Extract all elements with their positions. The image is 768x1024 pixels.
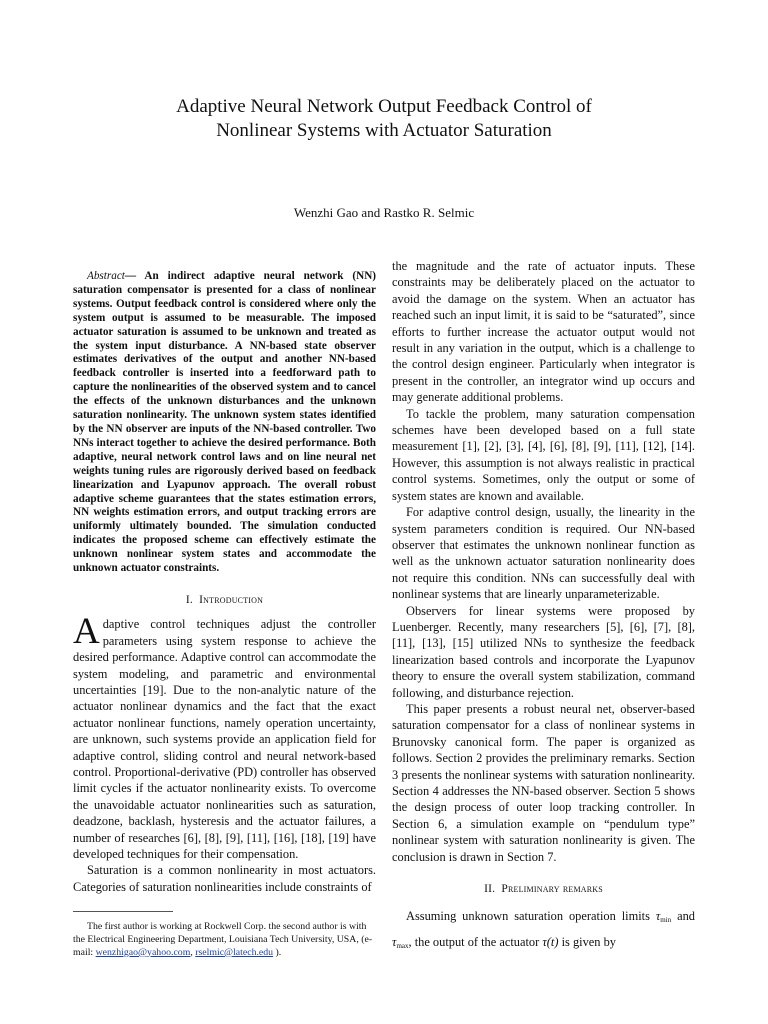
- intro-paragraph-4: For adaptive control design, usually, the linearity in the system parameters condition is required. Our NN-based observer that estimates the unknown nonlinear function as well as the unknown actuator saturation nonlinearity does not require this condition. NNs can successfully deal with nonlinear systems that are linearly unparameterizable.: [392, 505, 695, 602]
- subscript-min: min: [660, 916, 672, 925]
- section-heading-preliminary: [392, 881, 695, 897]
- footnote-text: The first author is working at Rockwell Corp. the second author is with the Electrical Engineering Department, Louisiana Tech University, USA, (e-mail:: [73, 921, 373, 958]
- tau-symbol: τ: [655, 909, 661, 924]
- section-number: I.: [185, 593, 193, 606]
- email-link-2[interactable]: rselmic@latech.edu: [195, 946, 274, 958]
- title-line-2: Nonlinear Systems with Actuator Saturation: [216, 120, 552, 141]
- footnote-separator: ,: [190, 946, 193, 958]
- paragraph-text: daptive control techniques adjust the controller parameters using system response to achieve the desired performance. Adaptive control can accommodate the system modeling, and parametric and environmental uncertainties [19]. Due to the non-analytic nature of the actuator nonlinear dynamics and the fact that the exact actuator nonlinear functions, namely operation uncertainty, are unknown, such systems provide an application field for adaptive control, sliding control and neural network-based control. Proportional-derivative (PD) controller has observed limit cycles if the actuator nonlinearity exists. To overcome the unavoidable actuator nonlinearities such as saturation, deadzone, backlash, hysteresis and the actuator failures, a number of researches [6], [8], [9], [11], [16], [18], [19] have developed techniques for their compensation.: [73, 617, 376, 862]
- tau-symbol: τ: [392, 935, 397, 950]
- section-number: II.: [484, 883, 496, 896]
- intro-paragraph-2-continued: the magnitude and the rate of actuator inputs. These constraints may be deliberately placed on the actuator to avoid the damage on the system. When an actuator has reached such an input limit, it is said to be “saturated”, since efforts to further increase the actuator output would not result in any variation in the output, which is a challenge to the control design engineer. Particularly when integrator is present in the controller, an integrator wind up occurs and may generate additional problems.: [392, 259, 695, 405]
- abstract-lead: Abstract: [87, 270, 125, 282]
- subscript-max: max: [396, 942, 409, 951]
- paper-title: [0, 95, 768, 143]
- paragraph-text: is given by: [561, 935, 616, 950]
- email-link-1[interactable]: wenzhigao@yahoo.com: [95, 946, 191, 958]
- left-column: [73, 270, 376, 895]
- drop-cap: A: [73, 611, 100, 653]
- paragraph-text: Assuming unknown saturation operation limits: [406, 909, 650, 924]
- footnote-divider: [73, 911, 173, 912]
- tau-of-t-symbol: τ(t): [542, 935, 559, 950]
- footnote-tail: ).: [275, 946, 282, 958]
- footnote: [73, 921, 376, 959]
- paragraph-text: and: [677, 909, 695, 924]
- intro-paragraph-6: This paper presents a robust neural net, observer-based saturation compensator for a class of nonlinear systems in Brunovsky canonical form. The paper is organized as follows. Section 2 provides the preliminary remarks. Section 3 presents the nonlinear systems with saturation nonlinearity. Section 4 addresses the NN-based observer. Section 5 shows the design process of outer loop tracking controller. In Section 6, a simulation example on “pendulum type” nonlinear system with saturation nonlinearity is given. The conclusion is drawn in Section 7.: [392, 701, 695, 864]
- section-heading-introduction: [73, 592, 376, 608]
- preliminary-paragraph-1: [392, 905, 695, 957]
- authors: Wenzhi Gao and Rastko R. Selmic: [293, 205, 475, 220]
- right-column: [392, 258, 695, 957]
- intro-paragraph-5: Observers for linear systems were proposed by Luenberger. Recently, many researchers [5], [6], [7], [8], [11], [13], [15] utilized NNs to synthesize the feedback linearization based controls and incorporate the Lyapunov theory to ensure the overall system stabilization, command following, and disturbance rejection.: [392, 603, 695, 700]
- title-line-1: Adaptive Neural Network Output Feedback Control of: [176, 96, 592, 117]
- intro-paragraph-2: Saturation is a common nonlinearity in most actuators. Categories of saturation nonlinearities include constraints of: [73, 863, 376, 894]
- intro-paragraph-1: [73, 611, 376, 862]
- abstract-body: — An indirect adaptive neural network (NN) saturation compensator is presented for a class of nonlinear systems. Output feedback control is considered where only the system output is assumed to be measurable. The imposed actuator saturation is assumed to be unknown and treated as the system input disturbance. A NN-based state observer estimates derivatives of the output and another NN-based feedback controller is inserted into a feedforward path to capture the nonlinearities of the observed system and to cancel the effects of the unknown disturbances and the unknown saturation nonlinearity. The unknown system states identified by the NN observer are inputs of the NN-based controller. Two NNs interact together to achieve the desired performance. Both adaptive, neural network control laws and on line neural net weights tuning rules are rigorously derived based on feedback linearization and Lyapunov approach. The overall robust adaptive scheme guarantees that the states estimation errors, NN weights estimation errors, and output tracking errors are uniformly ultimately bounded. The simulation conducted indicates the proposed scheme can effectively estimate the unknown nonlinear system states and accommodate the unknown actuator constraints.: [73, 270, 376, 575]
- abstract: [73, 270, 376, 576]
- intro-paragraph-3: To tackle the problem, many saturation compensation schemes have been developed based on a full state measurement [1], [2], [3], [4], [6], [8], [9], [11], [12], [14]. However, this assumption is not always realistic in practical control systems. Sometimes, only the output or some of system states are known and available.: [392, 406, 695, 503]
- paragraph-text: , the output of the actuator: [408, 935, 540, 950]
- section-title: Preliminary remarks: [501, 883, 603, 896]
- section-title: Introduction: [199, 593, 264, 606]
